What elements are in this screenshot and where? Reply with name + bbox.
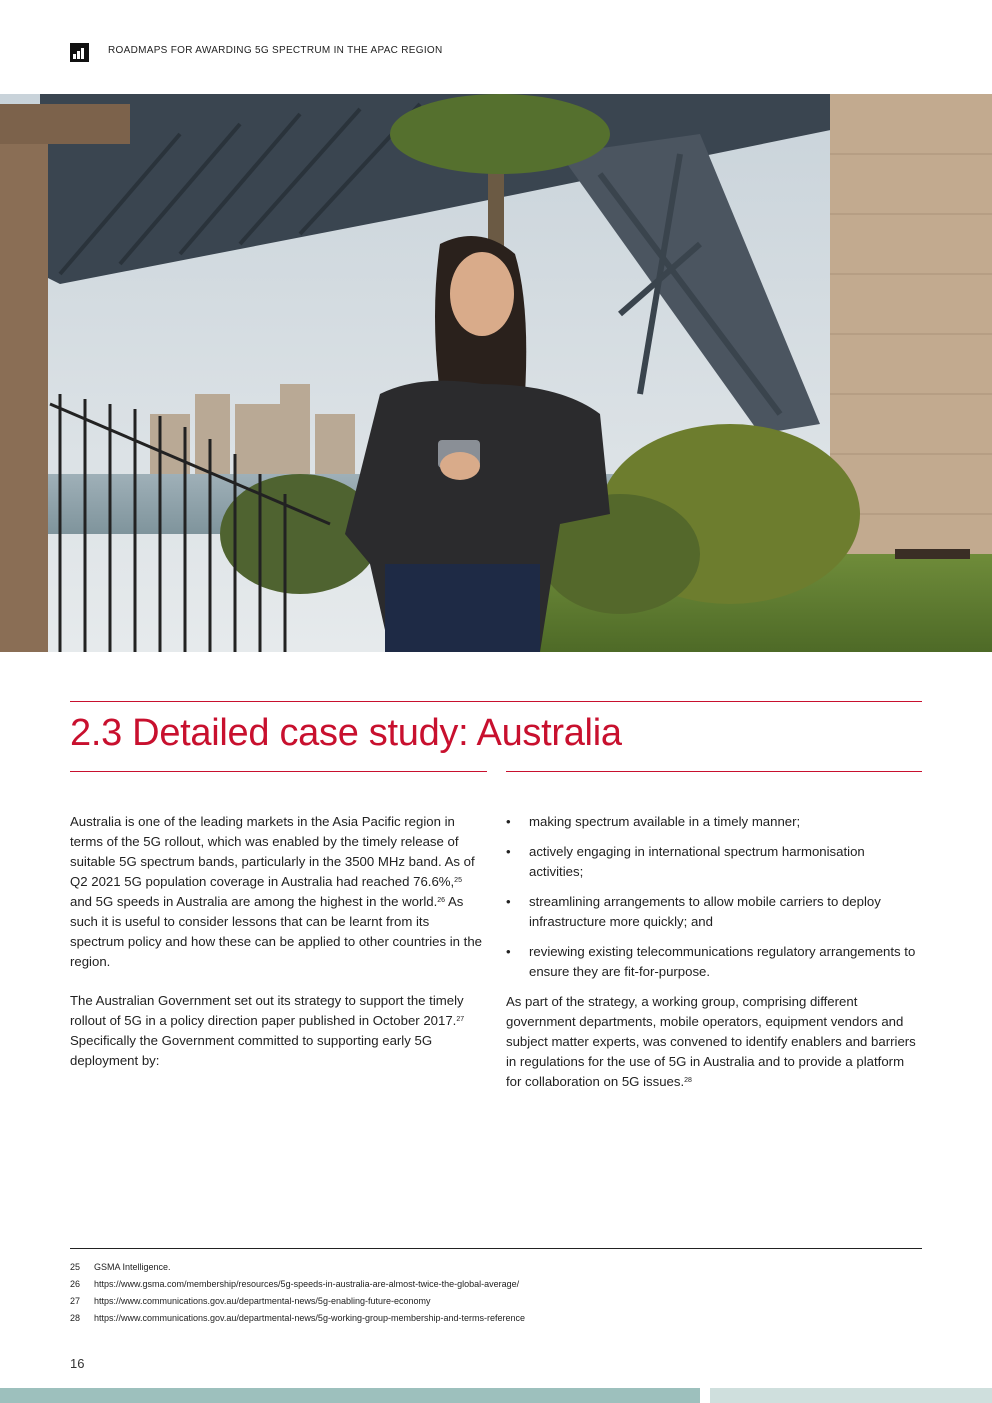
paragraph-1: Australia is one of the leading markets in the Asia Pacific region in terms of the 5G rollout, which was enabled by the timely release of suitable 5G spectrum bands, particularly in the 3500 MHz band. As of Q2 2021 5G population coverage in Australia had reached 76.6%,$^{25}$ and 5G speeds in Australia are among the highest in the world.$^{26}$ As such it is useful to consider lessons that can be learnt from its spectrum policy and how these can be applied to other countries in the region. <box>70 814 482 969</box>
commitments-list <box>506 812 922 982</box>
list-item: • streamlining arrangements to allow mobile carriers to deploy infrastructure more quickly; and <box>506 892 922 932</box>
page-number: 16 <box>70 1356 85 1371</box>
footnote-ref-28: 28 <box>684 1077 692 1084</box>
footnote-27: 27 https://www.communications.gov.au/departmental-news/5g-enabling-future-economy <box>70 1296 431 1306</box>
title-rule-top <box>70 701 922 702</box>
footer-bar-secondary <box>710 1388 992 1403</box>
paragraph-3: As part of the strategy, a working group, comprising different government departments, mobile operators, equipment vendors and subject matter experts, was convened to identify enablers and barriers in regulations for the use of 5G in Australia and to provide a platform for collaboration on 5G issues.$^{28}$ <box>506 994 916 1089</box>
section-title: 2.3 Detailed case study: Australia <box>70 712 622 754</box>
publication-logo-icon <box>70 43 89 62</box>
list-item: • reviewing existing telecommunications regulatory arrangements to ensure they are fit-for-purpose. <box>506 942 922 982</box>
footnote-25: 25 GSMA Intelligence. <box>70 1262 171 1272</box>
footer-bar-primary <box>0 1388 700 1403</box>
right-column <box>506 812 922 1111</box>
title-rule-right <box>506 771 922 772</box>
footnotes <box>70 1262 922 1330</box>
list-item: • making spectrum available in a timely manner; <box>506 812 922 832</box>
footnote-link[interactable]: https://www.gsma.com/membership/resources/5g-speeds-in-australia-are-almost-twice-the-global-average/ <box>94 1279 520 1289</box>
running-header: ROADMAPS FOR AWARDING 5G SPECTRUM IN THE APAC REGION <box>108 45 443 56</box>
footnote-link[interactable]: https://www.communications.gov.au/departmental-news/5g-enabling-future-economy <box>94 1296 431 1306</box>
list-item: • actively engaging in international spectrum harmonisation activities; <box>506 842 922 882</box>
footnote-ref-27: 27 <box>456 1016 465 1023</box>
footnote-rule <box>70 1248 922 1249</box>
hero-photo <box>0 94 992 652</box>
title-rule-left <box>70 771 487 772</box>
footnote-ref-26: 26 <box>437 897 446 904</box>
left-column <box>70 812 484 1090</box>
footnote-ref-25: 25 <box>454 877 462 884</box>
footnote-link[interactable]: https://www.communications.gov.au/departmental-news/5g-working-group-membership-and-terms-reference <box>94 1313 526 1323</box>
footnote-26: 26 https://www.gsma.com/membership/resources/5g-speeds-in-australia-are-almost-twice-the-global-average/ <box>70 1279 520 1289</box>
paragraph-2: The Australian Government set out its strategy to support the timely rollout of 5G in a policy direction paper published in October 2017.27 Specifically the Government committed to supporting early 5G deployment by: <box>70 993 465 1068</box>
footnote-28: 28 https://www.communications.gov.au/departmental-news/5g-working-group-membership-and-terms-reference <box>70 1313 526 1323</box>
